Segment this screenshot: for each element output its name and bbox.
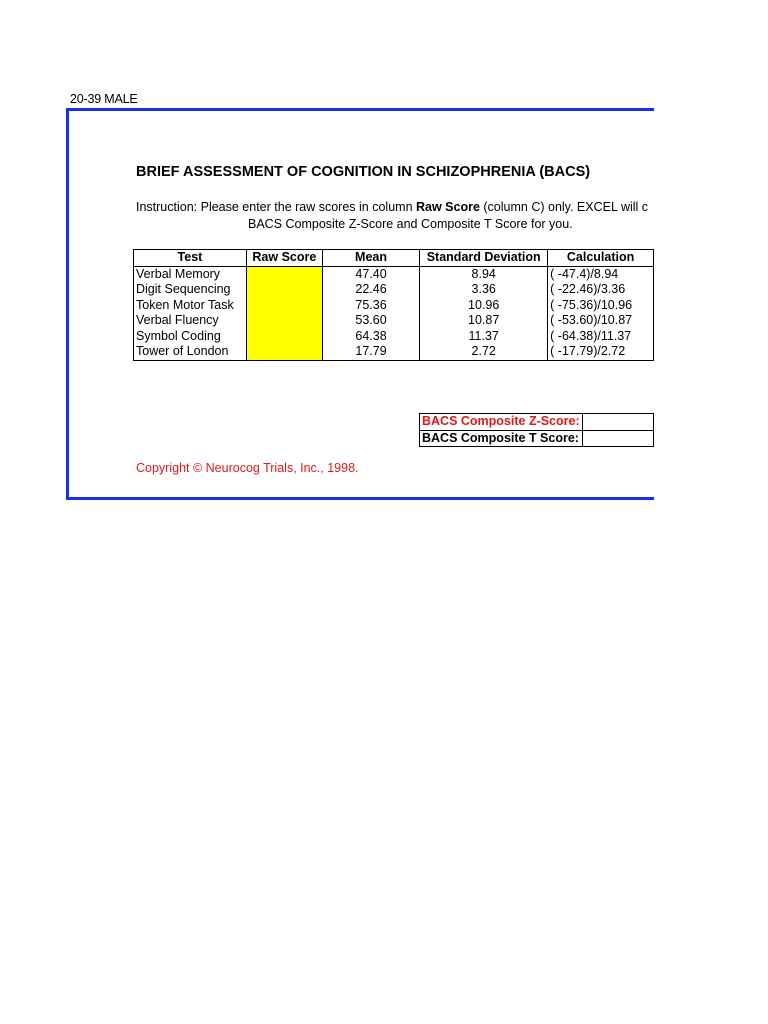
composite-z-value — [582, 414, 653, 431]
raw-score-cell[interactable] — [246, 282, 322, 298]
calc-cell: ( -17.79)/2.72 — [548, 344, 654, 360]
scores-table — [133, 249, 654, 361]
test-name: Tower of London — [134, 344, 247, 360]
raw-score-cell[interactable] — [246, 329, 322, 345]
test-name: Digit Sequencing — [134, 282, 247, 298]
raw-score-cell[interactable] — [246, 266, 322, 282]
raw-score-cell[interactable] — [246, 298, 322, 314]
calc-cell: ( -22.46)/3.36 — [548, 282, 654, 298]
table-header-row — [134, 250, 654, 267]
test-name: Verbal Memory — [134, 266, 247, 282]
sd-cell: 10.87 — [420, 313, 548, 329]
mean-cell: 17.79 — [322, 344, 419, 360]
table-row — [134, 313, 654, 329]
composite-z-row — [420, 414, 654, 431]
mean-cell: 75.36 — [322, 298, 419, 314]
composite-t-label: BACS Composite T Score: — [420, 430, 583, 447]
composite-table — [419, 413, 654, 447]
table-row — [134, 329, 654, 345]
mean-cell: 64.38 — [322, 329, 419, 345]
calc-cell: ( -75.36)/10.96 — [548, 298, 654, 314]
sd-cell: 8.94 — [420, 266, 548, 282]
composite-t-row — [420, 430, 654, 447]
table-row — [134, 344, 654, 360]
test-name: Symbol Coding — [134, 329, 247, 345]
table-row — [134, 298, 654, 314]
header-raw-score: Raw Score — [246, 250, 322, 267]
raw-score-cell[interactable] — [246, 344, 322, 360]
header-mean: Mean — [322, 250, 419, 267]
instruction-line-1 — [136, 200, 648, 214]
mean-cell: 53.60 — [322, 313, 419, 329]
sd-cell: 11.37 — [420, 329, 548, 345]
header-standard-deviation: Standard Deviation — [420, 250, 548, 267]
calc-cell: ( -53.60)/10.87 — [548, 313, 654, 329]
copyright-notice: Copyright © Neurocog Trials, Inc., 1998. — [136, 461, 359, 475]
test-name: Token Motor Task — [134, 298, 247, 314]
mean-cell: 47.40 — [322, 266, 419, 282]
sd-cell: 10.96 — [420, 298, 548, 314]
form-frame — [66, 108, 654, 500]
calc-cell: ( -64.38)/11.37 — [548, 329, 654, 345]
test-name: Verbal Fluency — [134, 313, 247, 329]
header-calculation: Calculation — [548, 250, 654, 267]
instruction-line-2: BACS Composite Z-Score and Composite T Score for you. — [248, 217, 573, 231]
mean-cell: 22.46 — [322, 282, 419, 298]
instruction-suffix: (column C) only. EXCEL will c — [479, 200, 649, 214]
sheet-label: 20-39 MALE — [70, 92, 138, 106]
header-test: Test — [134, 250, 247, 267]
table-row — [134, 282, 654, 298]
calc-cell: ( -47.4)/8.94 — [548, 266, 654, 282]
raw-score-cell[interactable] — [246, 313, 322, 329]
composite-z-label: BACS Composite Z-Score: — [420, 414, 583, 431]
page-title: BRIEF ASSESSMENT OF COGNITION IN SCHIZOPHRENIA (BACS) — [136, 164, 591, 180]
table-row — [134, 266, 654, 282]
sd-cell: 3.36 — [420, 282, 548, 298]
instruction-prefix: Instruction: Please enter the raw scores in column — [136, 200, 416, 214]
composite-t-value — [582, 430, 653, 447]
instruction-bold: Raw Score — [416, 200, 480, 214]
sd-cell: 2.72 — [420, 344, 548, 360]
